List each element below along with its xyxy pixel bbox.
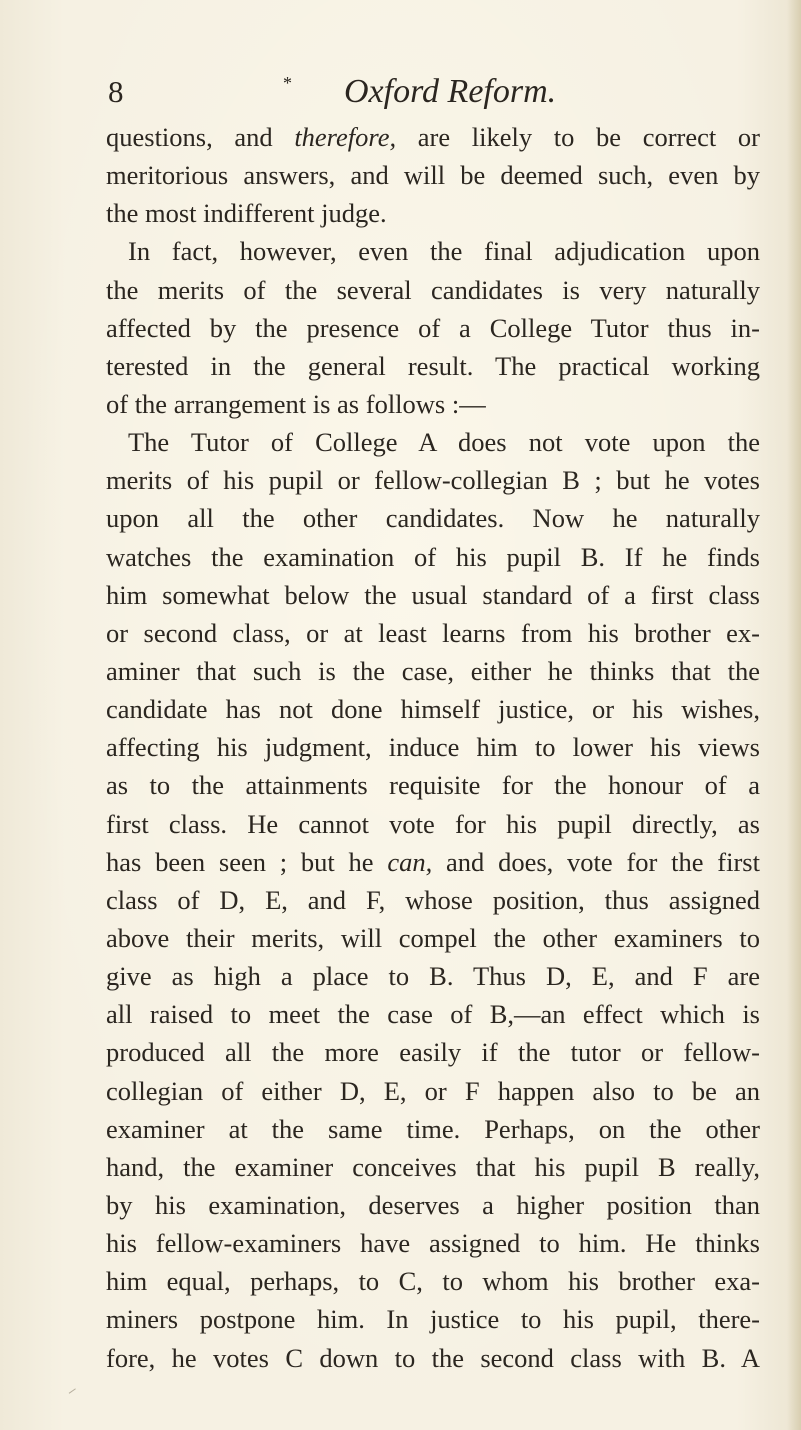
paper-speck [69, 1388, 80, 1398]
page-number: 8 [108, 74, 124, 109]
body-text [106, 118, 760, 1377]
page-edge-shadow [787, 0, 801, 1430]
text-span: candidate has not done himself justice, or his wishes, [106, 694, 760, 725]
text-line [106, 156, 760, 194]
text-line [106, 995, 760, 1033]
text-span: all raised to meet the case of B,—an effect which is [106, 999, 760, 1030]
text-span: his fellow-examiners have assigned to him. He thinks [106, 1228, 760, 1259]
italic-text-span: can, [387, 846, 433, 877]
text-span: merits of his pupil or fellow-collegian B ; but he votes [106, 465, 760, 496]
text-line [106, 881, 760, 919]
text-line [106, 347, 760, 385]
text-line [106, 1224, 760, 1262]
text-line [106, 1072, 760, 1110]
text-line [106, 499, 760, 537]
text-span: by his examination, deserves a higher position than [106, 1189, 760, 1220]
text-line [106, 728, 760, 766]
text-span: watches the examination of his pupil B. If he finds [106, 541, 760, 572]
text-line [106, 1148, 760, 1186]
text-span: terested in the general result. The practical working [106, 350, 760, 381]
text-line [106, 538, 760, 576]
text-span: fore, he votes C down to the second class with B. A [106, 1342, 760, 1373]
text-line [106, 957, 760, 995]
text-span: examiner at the same time. Perhaps, on the other [106, 1113, 760, 1144]
text-span: aminer that such is the case, either he thinks that the [106, 655, 760, 686]
text-span: has been seen ; but he [106, 846, 388, 877]
text-span: meritorious answers, and will be deemed such, even by [106, 160, 760, 191]
text-span: him equal, perhaps, to C, to whom his brother exa- [106, 1266, 760, 1297]
printer-mark: * [283, 73, 292, 93]
text-line [106, 1262, 760, 1300]
text-line [106, 805, 760, 843]
text-span: miners postpone him. In justice to his pupil, there- [106, 1304, 760, 1335]
text-line [106, 1110, 760, 1148]
text-span: give as high a place to B. Thus D, E, and F are [106, 961, 760, 992]
text-span: the most indifferent judge. [106, 198, 387, 229]
text-line [106, 576, 760, 614]
text-span: above their merits, will compel the other examiners to [106, 922, 760, 953]
text-line [106, 309, 760, 347]
text-span: as to the attainments requisite for the honour of a [106, 770, 760, 801]
running-title: Oxford Reform. [344, 73, 557, 110]
text-span: or second class, or at least learns from his brother ex- [106, 617, 760, 648]
text-span: collegian of either D, E, or F happen also to be an [106, 1075, 760, 1106]
text-span: the merits of the several candidates is very naturally [106, 274, 760, 305]
text-line [106, 194, 760, 232]
text-span: questions, and [106, 122, 295, 152]
text-line [106, 232, 760, 270]
text-span: are likely to be correct or [396, 122, 760, 152]
text-line [106, 1300, 760, 1338]
text-span: of the arrangement is as follows :— [106, 388, 486, 419]
text-line [106, 843, 760, 881]
text-span: affected by the presence of a College Tutor thus in- [106, 312, 760, 343]
text-line [106, 118, 760, 156]
text-line [106, 461, 760, 499]
text-line [106, 1033, 760, 1071]
text-line [106, 690, 760, 728]
text-line [106, 423, 760, 461]
text-span: The Tutor of College A does not vote upon the [128, 427, 760, 458]
text-span: affecting his judgment, induce him to lower his views [106, 732, 760, 763]
text-line [106, 919, 760, 957]
italic-text-span: therefore, [294, 122, 397, 152]
page-header [108, 72, 758, 112]
text-line [106, 271, 760, 309]
text-span: produced all the more easily if the tutor or fellow- [106, 1037, 760, 1068]
text-span: In fact, however, even the final adjudication upon [128, 236, 760, 267]
text-span: class of D, E, and F, whose position, thus assigned [106, 884, 760, 915]
text-span: and does, vote for the first [432, 846, 760, 877]
text-line [106, 614, 760, 652]
text-line [106, 1186, 760, 1224]
text-line [106, 652, 760, 690]
text-line [106, 1339, 760, 1377]
text-span: hand, the examiner conceives that his pupil B really, [106, 1151, 760, 1182]
text-line [106, 385, 760, 423]
text-span: upon all the other candidates. Now he naturally [106, 503, 760, 534]
text-span: first class. He cannot vote for his pupil directly, as [106, 808, 760, 839]
text-span: him somewhat below the usual standard of a first class [106, 579, 760, 610]
text-line [106, 766, 760, 804]
